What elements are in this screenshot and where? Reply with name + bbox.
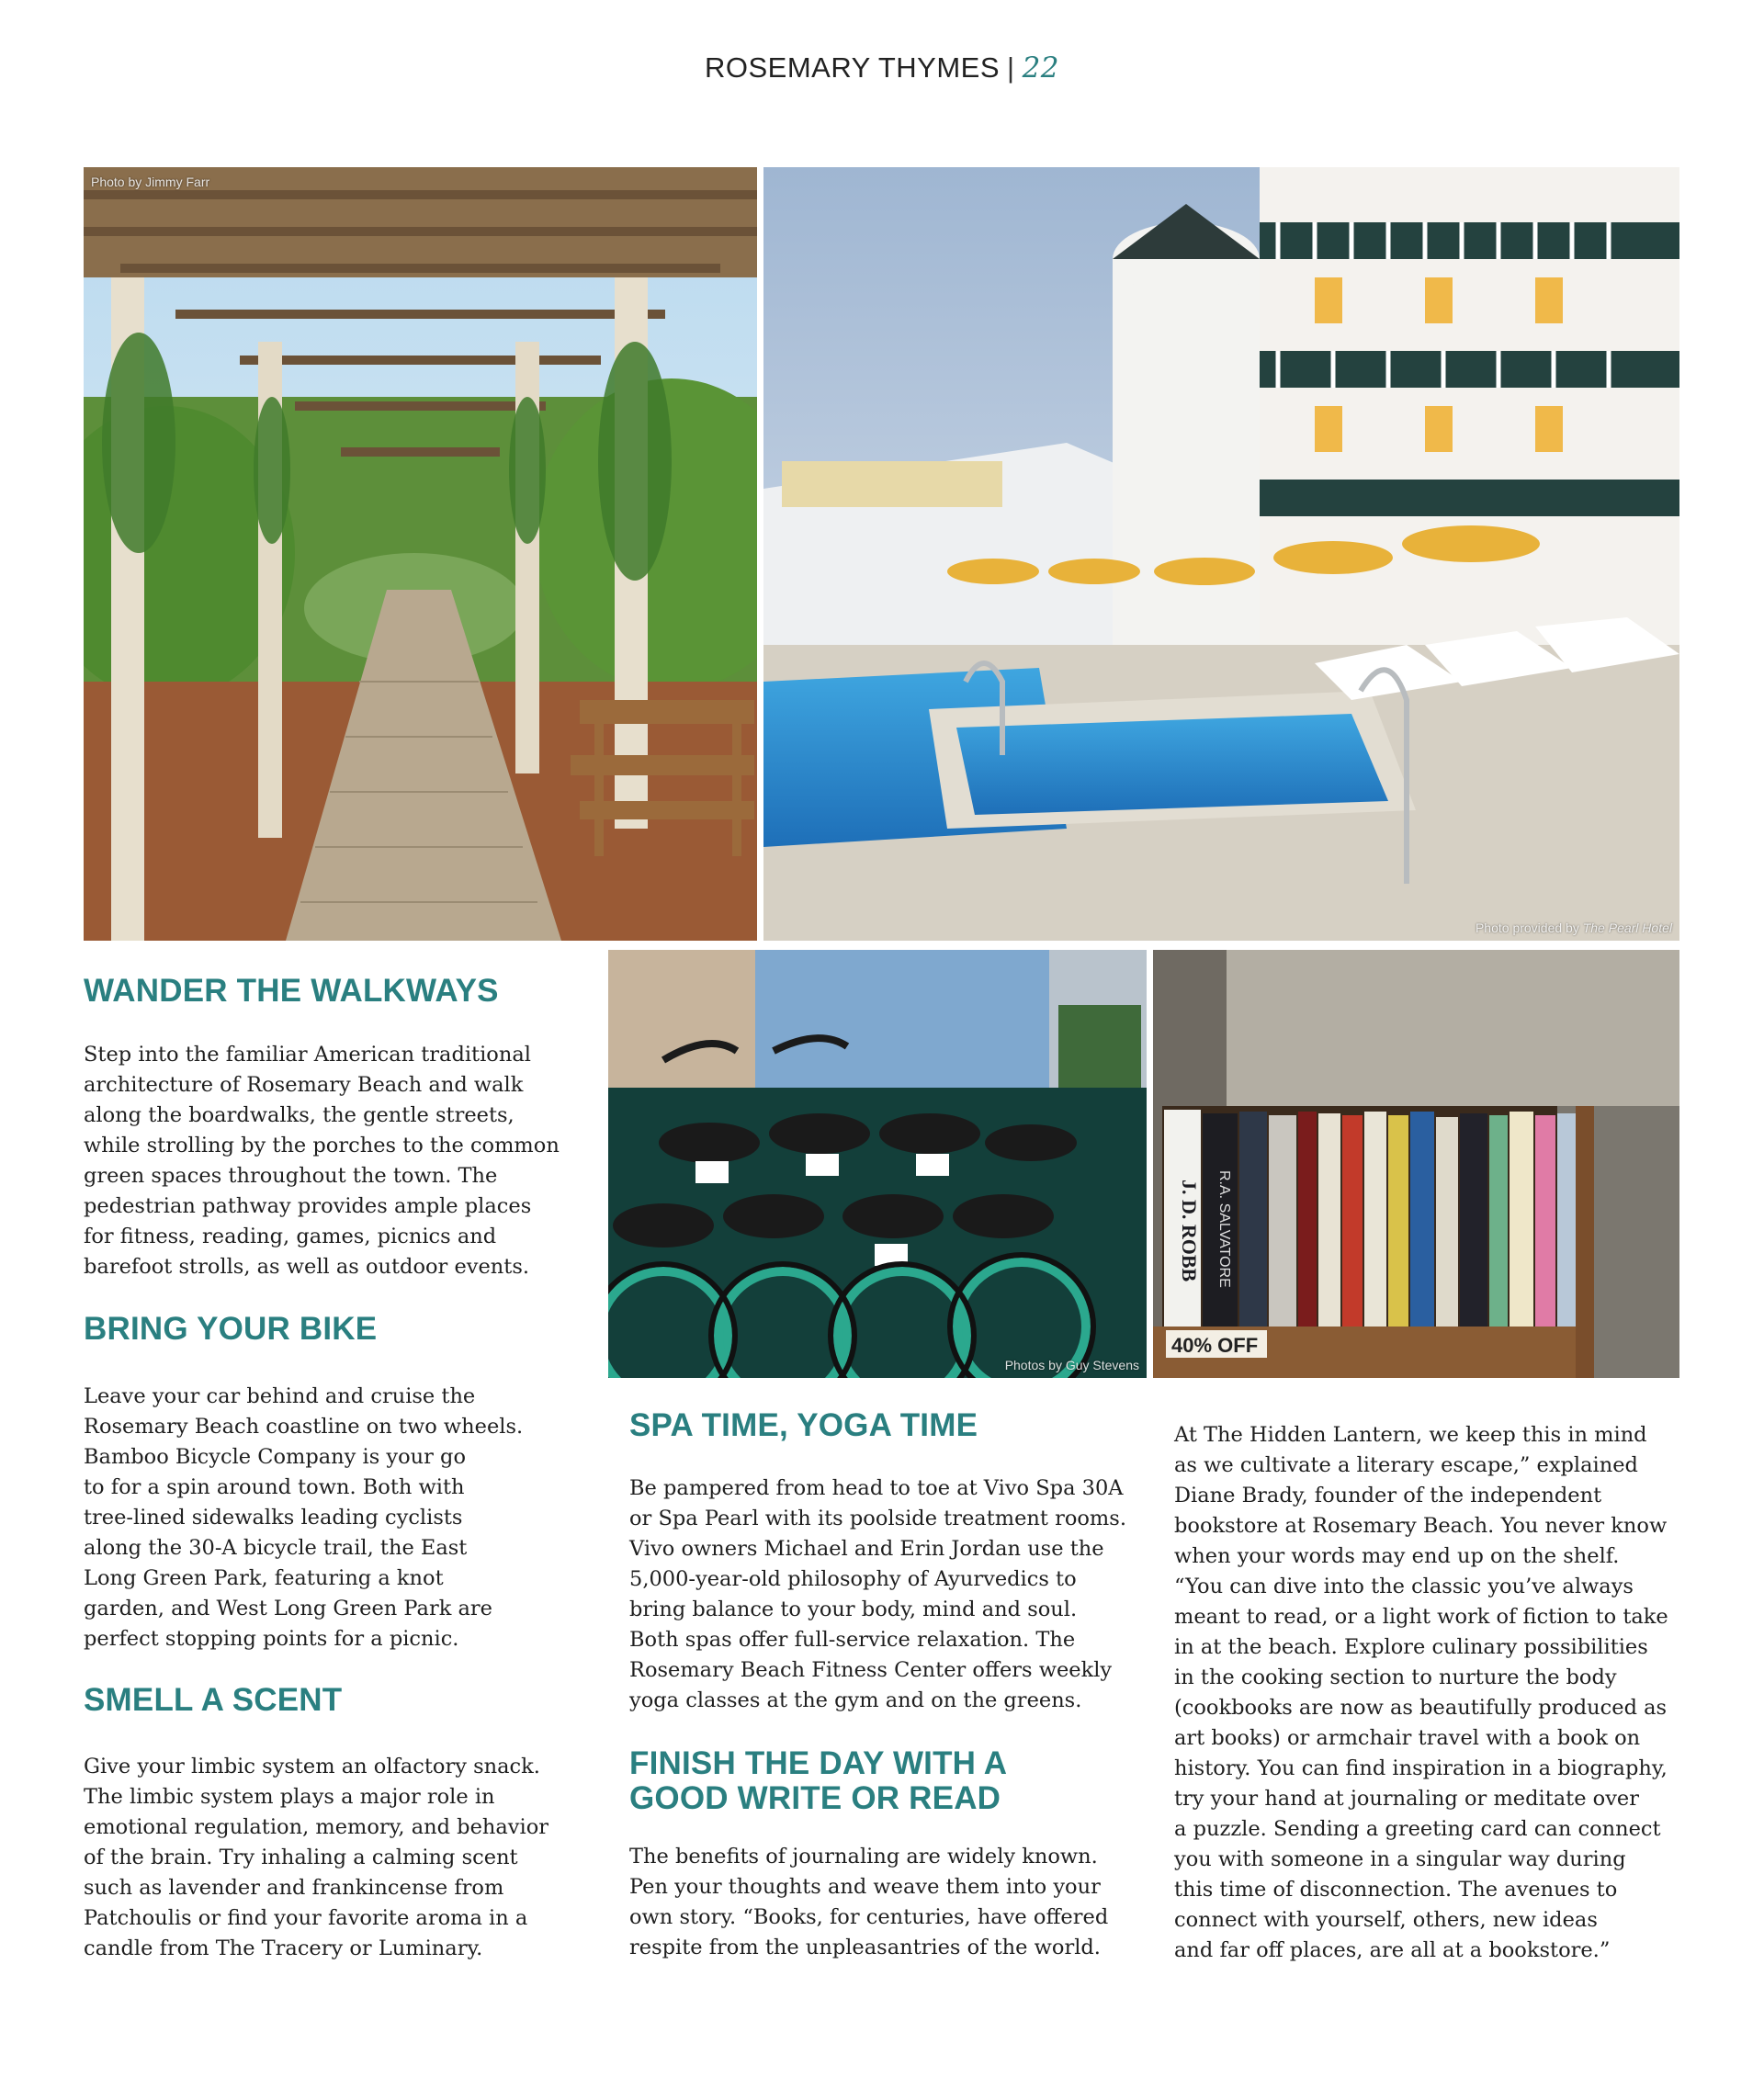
- text-line: garden, and West Long Green Park are: [84, 1597, 493, 1620]
- text-line: architecture of Rosemary Beach and walk: [84, 1073, 524, 1097]
- text-line: tree-lined sidewalks leading cyclists: [84, 1506, 463, 1530]
- text-line: Step into the familiar American traditional: [84, 1043, 531, 1067]
- text-line: and far off places, are all at a bookstore.”: [1174, 1938, 1611, 1962]
- text-line: 5,000-year-old philosophy of Ayurvedics to: [629, 1567, 1077, 1591]
- text-line: perfect stopping points for a picnic.: [84, 1627, 459, 1651]
- pool-photo-credit: [1476, 920, 1672, 935]
- walkway-photo: [84, 167, 757, 941]
- text-line: respite from the unpleasantries of the world.: [629, 1936, 1101, 1959]
- books-photo-art: [1153, 950, 1679, 1378]
- heading-wander-walkways: WANDER THE WALKWAYS: [84, 973, 499, 1009]
- text-line: barefoot strolls, as well as outdoor events.: [84, 1255, 530, 1279]
- header-separator: |: [1007, 51, 1015, 84]
- pool-photo: [763, 167, 1679, 941]
- heading-smell-scent: SMELL A SCENT: [84, 1682, 343, 1718]
- walkway-photo-art: [84, 167, 757, 941]
- books-photo: [1153, 950, 1679, 1378]
- paragraph-walkways: [84, 1040, 598, 1282]
- text-line: At The Hidden Lantern, we keep this in mind: [1174, 1423, 1647, 1447]
- text-line: pedestrian pathway provides ample places: [84, 1194, 532, 1218]
- text-line: connect with yourself, others, new ideas: [1174, 1908, 1598, 1932]
- pool-photo-art: [763, 167, 1679, 941]
- magazine-title: ROSEMARY THYMES: [704, 51, 1000, 84]
- text-line: (cookbooks are now as beautifully produced as: [1174, 1696, 1668, 1720]
- page-header: [0, 51, 1764, 85]
- text-line: when your words may end up on the shelf.: [1174, 1544, 1620, 1568]
- text-line: Patchoulis or find your favorite aroma in a: [84, 1906, 528, 1930]
- text-line: you with someone in a singular way during: [1174, 1847, 1626, 1871]
- text-line: Rosemary Beach Fitness Center offers weekly: [629, 1658, 1113, 1682]
- text-line: or Spa Pearl with its poolside treatment rooms.: [629, 1507, 1126, 1530]
- text-line: in at the beach. Explore culinary possibilities: [1174, 1635, 1648, 1659]
- paragraph-spa: [629, 1473, 1139, 1716]
- paragraph-read: [629, 1842, 1139, 1963]
- pool-credit-name: The Pearl Hotel: [1582, 920, 1672, 935]
- text-line: “You can dive into the classic you’ve always: [1174, 1575, 1634, 1598]
- bikes-photo: [608, 950, 1147, 1378]
- text-line: bring balance to your body, mind and soul.: [629, 1598, 1078, 1621]
- text-line: for fitness, reading, games, picnics and: [84, 1225, 497, 1248]
- text-line: try your hand at journaling or meditate over: [1174, 1787, 1639, 1811]
- text-line: Bamboo Bicycle Company is your go: [84, 1445, 467, 1469]
- heading-spa-yoga: SPA TIME, YOGA TIME: [629, 1407, 978, 1443]
- text-line: Pen your thoughts and weave them into your: [629, 1875, 1101, 1899]
- paragraph-hidden-lantern: [1174, 1420, 1689, 1966]
- text-line: The limbic system plays a major role in: [84, 1785, 495, 1809]
- text-line: history. You can find inspiration in a biography,: [1174, 1756, 1668, 1780]
- text-line: to for a spin around town. Both with: [84, 1475, 465, 1499]
- text-line: candle from The Tracery or Luminary.: [84, 1936, 483, 1960]
- bikes-photo-credit: Photos by Guy Stevens: [1004, 1358, 1139, 1372]
- text-line: Both spas offer full-service relaxation. The: [629, 1628, 1076, 1652]
- text-line: Give your limbic system an olfactory snack.: [84, 1755, 540, 1778]
- text-line: as we cultivate a literary escape,” explained: [1174, 1453, 1638, 1477]
- text-line: Be pampered from head to toe at Vivo Spa 30A: [629, 1476, 1124, 1500]
- text-line: yoga classes at the gym and on the greens.: [629, 1688, 1082, 1712]
- heading-bring-bike: BRING YOUR BIKE: [84, 1311, 378, 1347]
- paragraph-bike: [84, 1382, 598, 1654]
- text-line: along the boardwalks, the gentle streets,: [84, 1103, 514, 1127]
- text-line: while strolling by the porches to the common: [84, 1134, 560, 1157]
- pool-credit-prefix: Photo provided by: [1475, 920, 1579, 935]
- text-line: art books) or armchair travel with a book on: [1174, 1726, 1641, 1750]
- text-line: Diane Brady, founder of the independent: [1174, 1484, 1602, 1507]
- text-line: such as lavender and frankincense from: [84, 1876, 504, 1900]
- text-line: bookstore at Rosemary Beach. You never know: [1174, 1514, 1668, 1538]
- text-line: in the cooking section to nurture the body: [1174, 1665, 1617, 1689]
- heading-line: FINISH THE DAY WITH A: [629, 1745, 1008, 1781]
- book-spine-1: J. D. ROBB: [1178, 1180, 1201, 1282]
- text-line: The benefits of journaling are widely known.: [629, 1845, 1098, 1869]
- text-line: a puzzle. Sending a greeting card can connect: [1174, 1817, 1661, 1841]
- text-line: along the 30-A bicycle trail, the East: [84, 1536, 468, 1560]
- text-line: this time of disconnection. The avenues to: [1174, 1878, 1618, 1902]
- text-line: of the brain. Try inhaling a calming scent: [84, 1846, 518, 1869]
- walkway-photo-credit: Photo by Jimmy Farr: [91, 175, 210, 189]
- text-line: own story. “Books, for centuries, have offered: [629, 1905, 1109, 1929]
- paragraph-scent: [84, 1752, 598, 1964]
- bikes-photo-art: [608, 950, 1147, 1378]
- text-line: Rosemary Beach coastline on two wheels.: [84, 1415, 524, 1439]
- heading-line: GOOD WRITE OR READ: [629, 1780, 1001, 1816]
- sale-sign: 40% OFF: [1171, 1334, 1259, 1357]
- heading-finish-day: [629, 1746, 1007, 1816]
- text-line: Vivo owners Michael and Erin Jordan use the: [629, 1537, 1104, 1561]
- text-line: Leave your car behind and cruise the: [84, 1384, 476, 1408]
- text-line: green spaces throughout the town. The: [84, 1164, 498, 1188]
- text-line: Long Green Park, featuring a knot: [84, 1566, 444, 1590]
- page-number: 22: [1022, 51, 1060, 85]
- book-spine-2: R.A. SALVATORE: [1216, 1170, 1232, 1288]
- text-line: meant to read, or a light work of fiction to take: [1174, 1605, 1668, 1629]
- text-line: emotional regulation, memory, and behavior: [84, 1815, 548, 1839]
